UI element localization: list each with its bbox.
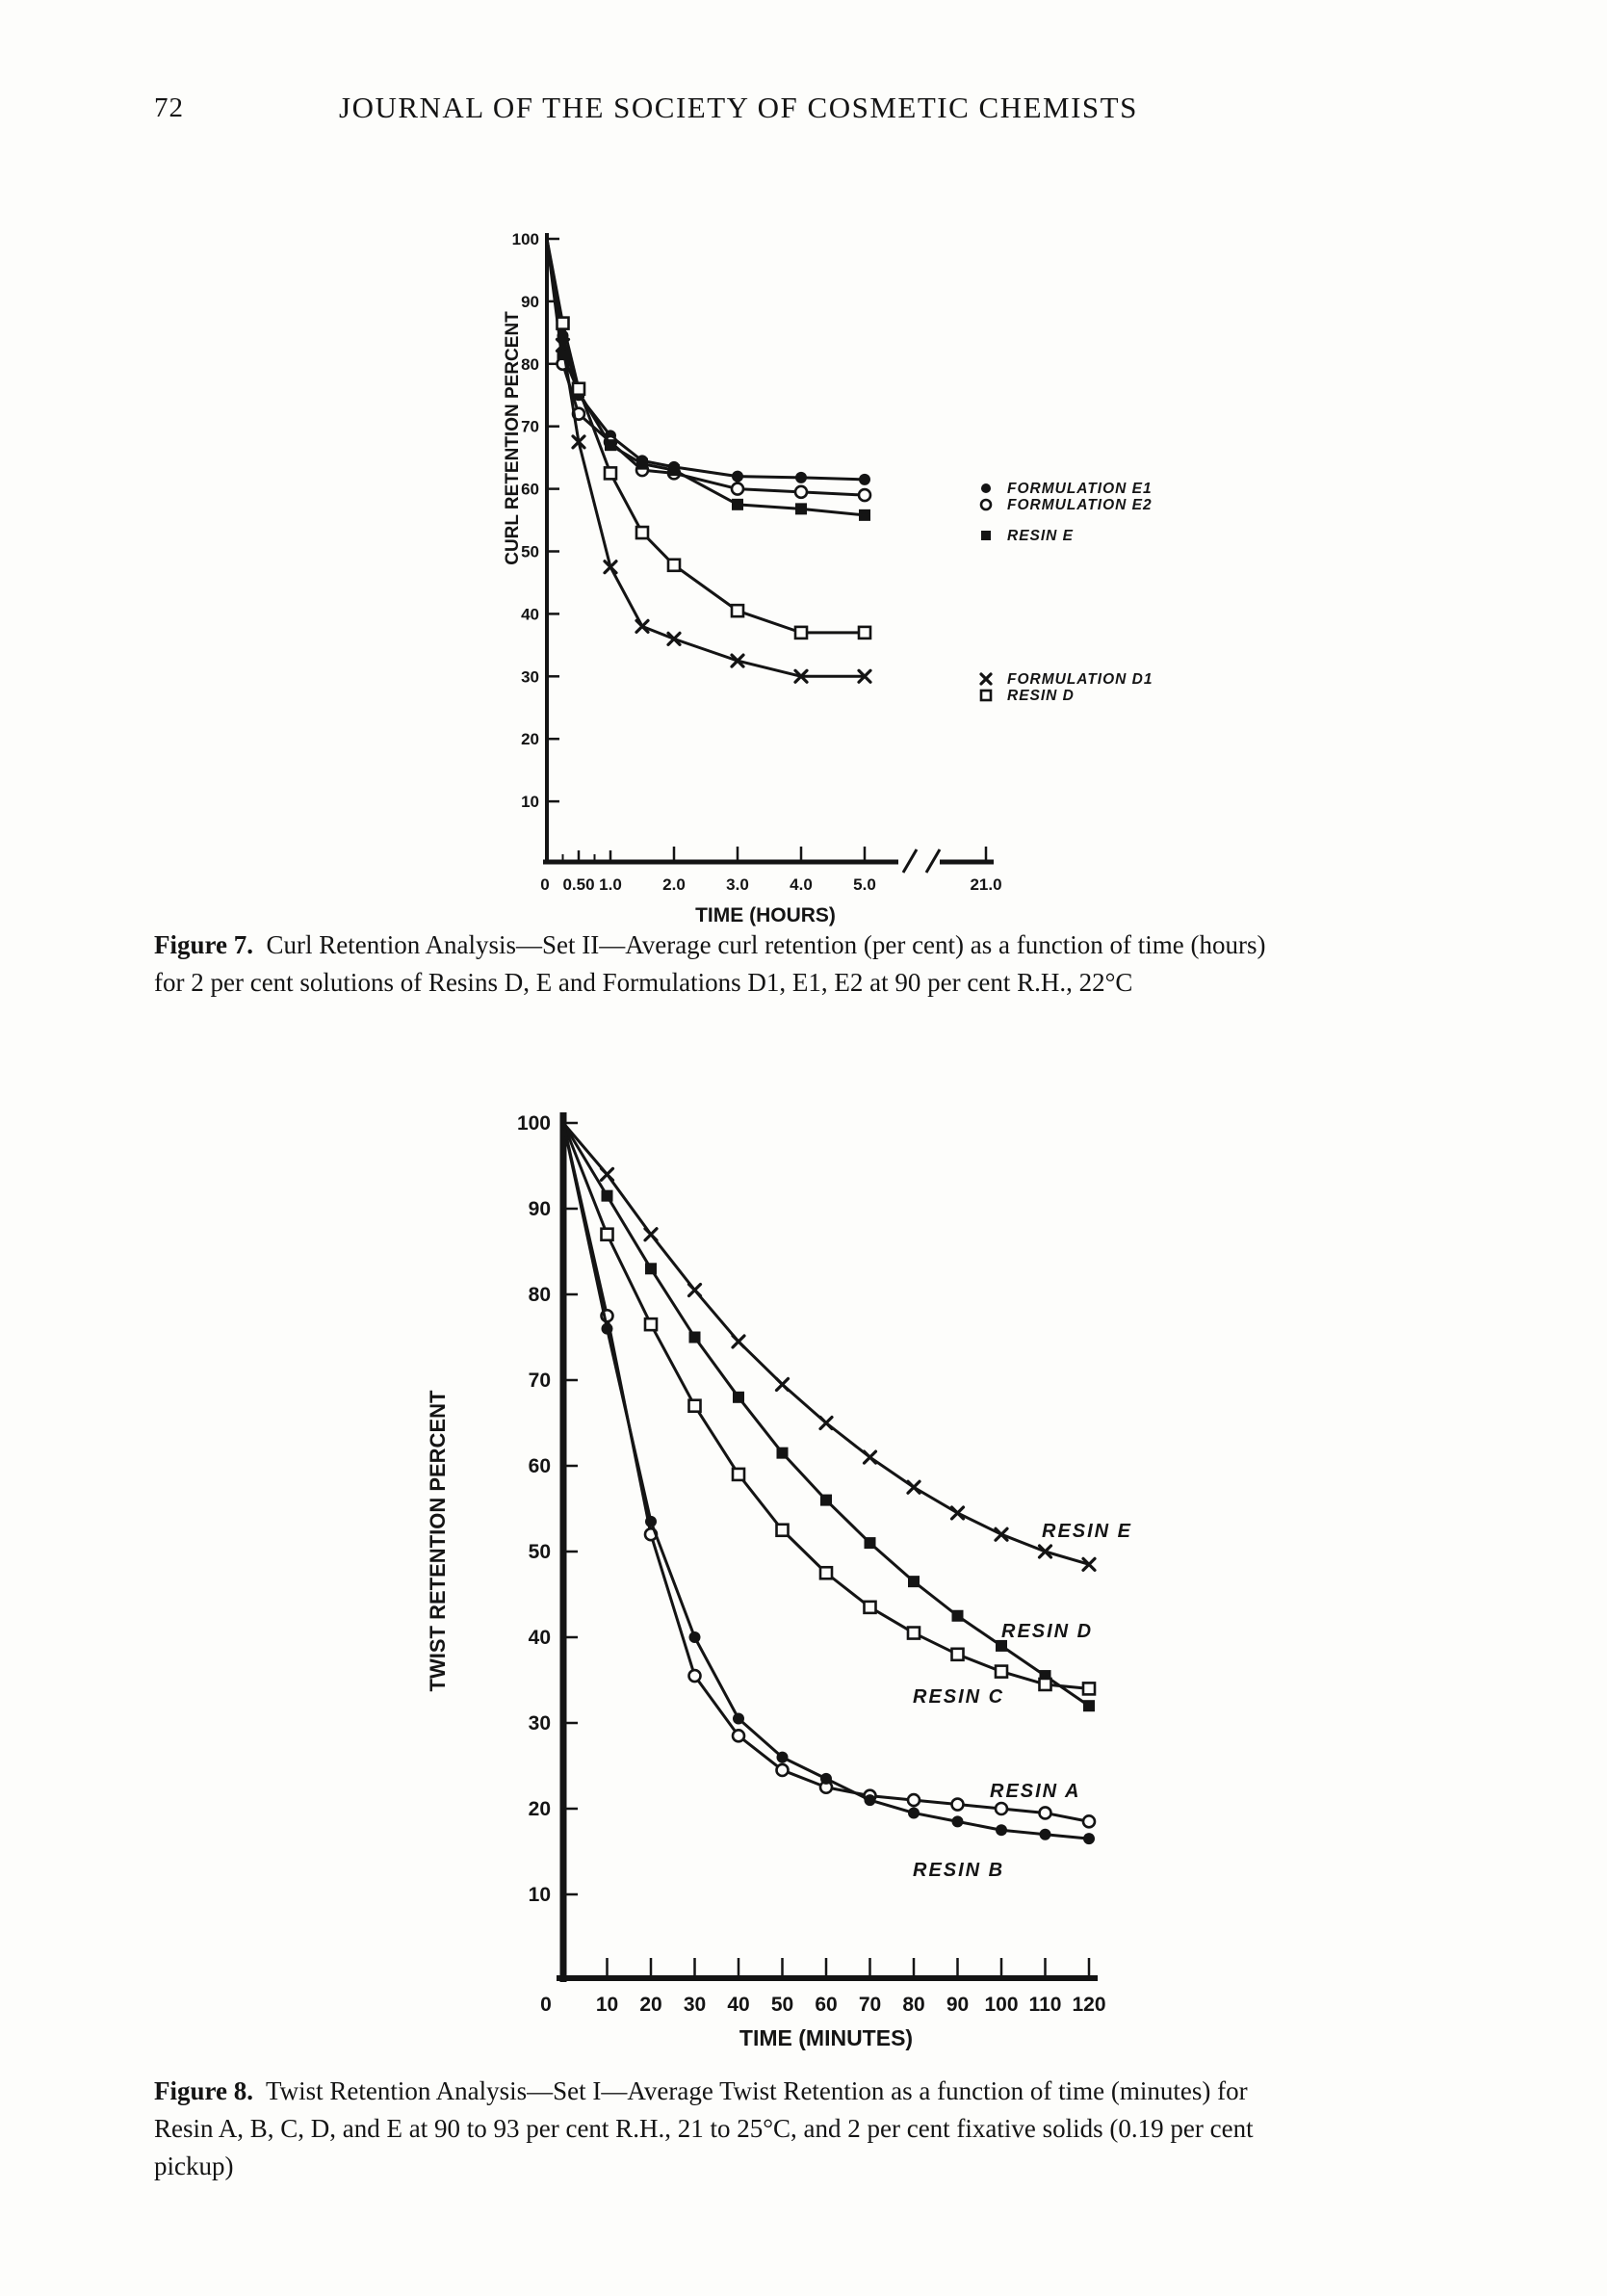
marker-x (602, 1168, 613, 1180)
figure7-caption-text1: Curl Retention Analysis—Set II—Average curl retention (per cent) as a function of time (hours) (266, 930, 1266, 959)
inline-label-resin-e: RESIN E (1042, 1521, 1133, 1542)
x-tick-label: 2.0 (662, 875, 686, 894)
y-tick-label: 90 (521, 292, 539, 311)
figure8-caption-label: Figure 8. (154, 2076, 253, 2105)
y-tick-label: 60 (521, 480, 539, 499)
figure7-caption-text2: for 2 per cent solutions of Resins D, E and Formulations D1, E1, E2 at 90 per cent R.H., 22°C (154, 968, 1133, 997)
series-line (563, 1123, 1089, 1706)
page-number: 72 (154, 92, 184, 123)
marker-open-square (1040, 1679, 1051, 1690)
marker-filled-circle (952, 1815, 964, 1827)
marker-open-square (908, 1628, 920, 1639)
y-tick-label: 100 (516, 1112, 551, 1135)
marker-filled-square (777, 1448, 789, 1459)
y-tick-label: 10 (521, 793, 539, 812)
y-tick-label: 60 (528, 1455, 551, 1477)
marker-open-square (733, 1469, 744, 1480)
legend-label: FORMULATION E1 (1007, 481, 1153, 497)
y-tick-label: 20 (528, 1798, 551, 1820)
series-line (563, 1123, 1089, 1839)
marker-filled-square (820, 1495, 832, 1506)
y-tick-label: 70 (528, 1370, 551, 1392)
marker-open-square (602, 1229, 613, 1240)
series-resin-c (563, 1123, 1095, 1694)
legend-label: FORMULATION E2 (1007, 497, 1153, 513)
marker-open-circle (733, 1730, 744, 1741)
marker-x (952, 1507, 964, 1519)
x-tick-label: 10 (595, 1994, 619, 2016)
x-tick-label: 0 (540, 1994, 552, 2016)
series-resin-a (563, 1123, 1095, 1827)
x-tick-label: 0 (540, 875, 550, 894)
x-tick-label: 70 (858, 1994, 882, 2016)
marker-open-circle (996, 1803, 1007, 1814)
legend-label: FORMULATION D1 (1007, 671, 1153, 688)
x-axis-title: TIME (HOURS) (695, 904, 836, 926)
inline-label-resin-b: RESIN B (913, 1860, 1005, 1881)
marker-open-square (777, 1525, 789, 1536)
marker-filled-circle (1040, 1829, 1051, 1840)
marker-open-circle (689, 1670, 701, 1682)
x-tick-label: 100 (984, 1994, 1019, 2016)
x-tick-label: 80 (902, 1994, 925, 2016)
x-axis-title: TIME (MINUTES) (739, 2025, 914, 2050)
marker-open-square (865, 1602, 876, 1613)
marker-open-circle (908, 1794, 920, 1806)
marker-filled-circle (820, 1773, 832, 1785)
marker-filled-square (1083, 1700, 1095, 1711)
marker-open-circle (1040, 1807, 1051, 1818)
figure7-caption-label: Figure 7. (154, 930, 253, 959)
marker-filled-square (733, 1392, 744, 1403)
journal-title: JOURNAL OF THE SOCIETY OF COSMETIC CHEMISTS (339, 91, 1138, 124)
y-tick-label: 70 (521, 417, 539, 436)
marker-filled-circle (865, 1794, 876, 1806)
x-tick-label: 110 (1028, 1994, 1062, 2016)
marker-open-square (689, 1400, 701, 1412)
y-tick-label: 80 (521, 354, 539, 374)
marker-open-circle (1083, 1815, 1095, 1827)
figure8-caption (154, 2073, 1444, 2185)
marker-open-square (996, 1666, 1007, 1678)
x-tick-label: 60 (815, 1994, 838, 2016)
marker-filled-circle (1083, 1833, 1095, 1844)
x-tick-label: 4.0 (790, 875, 813, 894)
marker-open-square (1083, 1683, 1095, 1694)
marker-filled-circle (908, 1807, 920, 1818)
x-tick-label: 40 (727, 1994, 750, 2016)
legend-label: RESIN D (1007, 688, 1075, 704)
inline-label-resin-c: RESIN C (913, 1686, 1005, 1708)
marker-open-circle (952, 1799, 964, 1811)
x-tick-label: 21.0 (970, 875, 1002, 894)
y-tick-label: 30 (521, 667, 539, 687)
y-axis-title: CURL RETENTION PERCENT (503, 311, 523, 565)
x-tick-label: 30 (683, 1994, 707, 2016)
figure8-caption-line3 (154, 2148, 1444, 2185)
marker-open-circle (777, 1764, 789, 1776)
y-tick-label: 50 (521, 542, 539, 561)
y-tick-label: 40 (521, 605, 539, 624)
marker-x (865, 1451, 876, 1463)
x-tick-label: 90 (946, 1994, 970, 2016)
marker-filled-square (645, 1263, 657, 1274)
inline-label-resin-a: RESIN A (990, 1781, 1081, 1802)
marker-x (908, 1481, 920, 1493)
marker-open-square (820, 1567, 832, 1578)
x-tick-label: 3.0 (726, 875, 749, 894)
marker-filled-square (865, 1537, 876, 1549)
series-line (563, 1123, 1089, 1821)
y-tick-label: 50 (528, 1541, 551, 1563)
x-tick-label: 5.0 (853, 875, 876, 894)
y-tick-label: 90 (528, 1198, 551, 1220)
figure8-caption-text2: Resin A, B, C, D, and E at 90 to 93 per cent R.H., 21 to 25°C, and 2 per cent fixative solids (0.19 per cent (154, 2114, 1254, 2143)
marker-x (996, 1528, 1007, 1540)
y-tick-label: 100 (511, 230, 539, 248)
y-axis-title: TWIST RETENTION PERCENT (426, 1390, 450, 1692)
y-tick-label: 10 (528, 1884, 551, 1906)
marker-filled-circle (996, 1824, 1007, 1836)
marker-filled-square (689, 1332, 701, 1344)
marker-x (689, 1285, 701, 1296)
y-tick-label: 30 (528, 1712, 551, 1735)
marker-x (777, 1378, 789, 1390)
y-tick-label: 20 (521, 730, 539, 749)
figure8-caption-text1: Twist Retention Analysis—Set I—Average Twist Retention as a function of time (minutes) for (266, 2076, 1248, 2105)
marker-open-square (952, 1649, 964, 1660)
marker-open-square (645, 1318, 657, 1330)
y-tick-label: 40 (528, 1627, 551, 1649)
marker-filled-circle (689, 1631, 701, 1643)
x-tick-label: 0.50 (562, 875, 595, 894)
marker-filled-circle (602, 1323, 613, 1335)
marker-filled-square (602, 1190, 613, 1202)
y-tick-label: 80 (528, 1284, 551, 1306)
figure8-caption-text3: pickup) (154, 2152, 234, 2180)
x-tick-label: 120 (1072, 1994, 1106, 2016)
series-resin-b (563, 1123, 1095, 1844)
marker-filled-circle (777, 1752, 789, 1763)
figure8-caption-line2 (154, 2110, 1444, 2148)
legend-label: RESIN E (1007, 528, 1075, 544)
marker-filled-circle (645, 1516, 657, 1527)
x-tick-label: 50 (770, 1994, 794, 2016)
marker-filled-circle (733, 1713, 744, 1725)
marker-x (645, 1229, 657, 1240)
marker-x (820, 1418, 832, 1429)
figure8-caption-line1 (154, 2073, 1444, 2110)
marker-filled-square (908, 1576, 920, 1587)
series-line (563, 1123, 1089, 1688)
x-tick-label: 1.0 (599, 875, 622, 894)
marker-filled-square (952, 1610, 964, 1622)
marker-x (733, 1336, 744, 1347)
x-tick-label: 20 (639, 1994, 662, 2016)
inline-label-resin-d: RESIN D (1001, 1621, 1094, 1642)
